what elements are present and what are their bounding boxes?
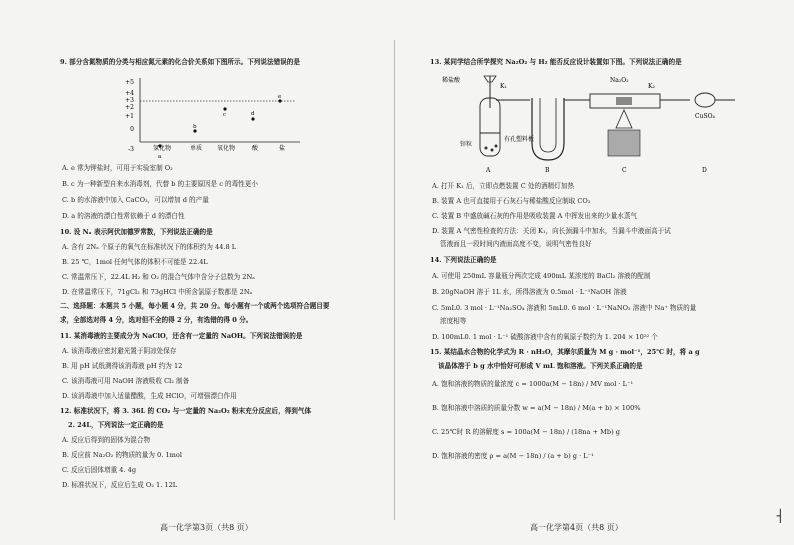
q14-option-c-cont: 浓度相等 — [440, 317, 467, 325]
q12-stem-2: 2. 24L，下列说法一定正确的是 — [68, 421, 164, 429]
q10-option-a: A. 含有 2Nₐ 个原子的氧气在标准状况下的体积约为 44.8 L — [62, 243, 237, 251]
q9-option-d: D. a 的溶液的漂白性常依赖于 d 的漂白性 — [62, 212, 185, 220]
q13-option-d: D. 装置 A 气密性检查的方法：关闭 K₁，向长颈漏斗中加水，当漏斗中液面高于试 — [432, 227, 671, 235]
y-tick: +1 — [125, 113, 134, 120]
svg-text:c: c — [223, 112, 227, 118]
svg-text:D: D — [702, 167, 707, 174]
svg-text:稀盐酸: 稀盐酸 — [442, 77, 461, 84]
q14-option-c: C. 5mL0. 3 mol · L⁻¹Na₂SO₄ 溶液和 5mL0. 6 mol · L⁻¹NaNO₃ 溶液中 Na⁺ 物质的量 — [432, 304, 697, 312]
svg-text:K₁: K₁ — [500, 83, 507, 90]
q14-option-d: D. 100mL0. 1 mol · L⁻¹ 硫酸溶液中含有的氧原子数约为 1. 204 × 10²² 个 — [432, 333, 658, 341]
y-tick: +5 — [125, 79, 134, 86]
q11-option-a: A. 该消毒液应密封避光置于阴凉处保存 — [62, 347, 177, 355]
page-divider — [394, 40, 395, 520]
q15-option-c: C. 25℃时 R 的溶解度 s = 100a(M − 18n) / (18na + Mb) g — [432, 428, 620, 436]
q13-apparatus-diagram — [440, 68, 740, 178]
svg-text:CuSO₄: CuSO₄ — [695, 113, 715, 120]
q10-option-b: B. 25 ℃，1mol 任何气体的体积不可能是 22.4L — [62, 258, 208, 266]
q13-option-a: A. 打开 K₁ 后，立即点燃装置 C 处的酒精灯加热 — [432, 182, 575, 190]
q13-option-b: B. 装置 A 也可直接用于石灰石与稀盐酸反应制取 CO₂ — [432, 197, 591, 205]
q14-option-b: B. 20gNaOH 溶于 1L 水，所得溶液为 0.5mol · L⁻¹NaOH 溶液 — [432, 288, 627, 296]
q15-option-b: B. 饱和溶液中溶质的质量分数 w = a(M − 18n) / M(a + b) × 100% — [432, 404, 641, 412]
svg-text:K₂: K₂ — [648, 83, 655, 90]
q9-option-a: A. e 常为钾盐时，可用于实验室制 O₂ — [62, 164, 173, 172]
svg-text:C: C — [622, 167, 627, 174]
q14-option-a: A. 可使用 250mL 容量瓶分两次完成 490mL 某浓度的 BaCl₂ 溶液的配制 — [432, 272, 651, 280]
q12-option-c: C. 反应后固体增重 4. 4g — [62, 466, 137, 474]
x-tick: 酸 — [251, 145, 259, 152]
q15-stem-1: 15. 某结晶水合物的化学式为 R · nH₂O，其摩尔质量为 M g · mol⁻¹，25℃ 时，将 a g — [430, 348, 700, 356]
x-tick: 盐 — [278, 145, 286, 152]
x-tick: 氢化物 — [152, 145, 172, 152]
svg-text:a: a — [158, 154, 162, 160]
svg-text:有孔塑料板: 有孔塑料板 — [504, 136, 535, 143]
q10-stem: 10. 设 Nₐ 表示阿伏加德罗常数，下列说法正确的是 — [60, 228, 213, 236]
q14-stem: 14. 下列说法正确的是 — [430, 256, 497, 264]
svg-text:B: B — [545, 167, 550, 174]
svg-text:锌粒: 锌粒 — [460, 141, 473, 148]
q13-stem: 13. 某同学结合所学探究 Na₂O₂ 与 H₂ 能否反应设计装置如下图。下列说法正确的是 — [430, 58, 682, 66]
q15-option-d: D. 饱和溶液的密度 ρ = a(M − 18n) / (a + b) g · L⁻¹ — [432, 452, 594, 460]
q12-option-a: A. 反应后得到的固体为混合物 — [62, 436, 151, 444]
q9-valence-chart — [90, 74, 310, 164]
left-page — [0, 0, 390, 545]
svg-text:e: e — [278, 94, 282, 100]
svg-text:A: A — [486, 167, 491, 174]
right-footer: 高一化学第4页（共8 页） — [530, 523, 623, 532]
q9-option-c: C. b 的水溶液中加入 CaCO₃，可以增加 d 的产量 — [62, 196, 209, 204]
q12-option-d: D. 标准状况下，反应后生成 O₂ 1. 12L — [62, 481, 178, 489]
q15-option-a: A. 饱和溶液的物质的量浓度 c = 1000a(M − 18n) / MV mol · L⁻¹ — [432, 380, 634, 388]
q11-option-c: C. 该消毒液可用 NaOH 溶液吸收 Cl₂ 制备 — [62, 377, 190, 385]
x-tick: 单质 — [189, 145, 203, 152]
q12-stem-1: 12. 标准状况下，将 3. 36L 的 CO₂ 与一定量的 Na₂O₂ 粉末充分反应后，得到气体 — [60, 407, 312, 415]
q11-option-d: D. 该消毒液中加入适量醋酸，生成 HClO，可增强漂白作用 — [62, 392, 237, 400]
y-tick: 0 — [130, 126, 134, 133]
y-tick: +2 — [125, 104, 134, 111]
svg-text:b: b — [193, 124, 197, 130]
svg-text:Na₂O₂: Na₂O₂ — [610, 77, 629, 84]
corner-mark: ┤ — [776, 509, 784, 523]
section2-line1: 二、选择题：本题共 5 小题，每小题 4 分，共 20 分。每小题有一个或两个选项符合题目要 — [60, 302, 330, 310]
q15-stem-2: 该晶体溶于 b g 水中恰好可形成 V mL 饱和溶液。下列关系正确的是 — [438, 362, 643, 370]
y-tick: +3 — [125, 97, 134, 104]
q13-option-d-cont: 管液面且一段时间内液面高度不变，说明气密性良好 — [440, 240, 592, 248]
y-tick: +4 — [125, 90, 134, 97]
q9-stem: 9. 部分含氮物质的分类与相应氮元素的化合价关系如下图所示。下列说法错误的是 — [60, 58, 300, 66]
q11-stem: 11. 某消毒液的主要成分为 NaClO，还含有一定量的 NaOH。下列说法错误的是 — [60, 332, 303, 340]
q9-option-b: B. c 为一种新型自来水消毒剂，代替 b 的主要原因是 c 的毒性更小 — [62, 180, 258, 188]
q13-option-c: C. 装置 B 中盛放碱石灰的作用是吸收装置 A 中挥发出来的少量水蒸气 — [432, 212, 638, 220]
q10-option-d: D. 在常温常压下，71gCl₂ 和 73gHCl 中所含氯原子数都是 2Nₐ — [62, 288, 253, 296]
y-tick: -3 — [128, 146, 134, 153]
q11-option-b: B. 用 pH 试纸测得该消毒液 pH 约为 12 — [62, 362, 183, 370]
right-page — [400, 0, 794, 545]
x-tick: 氧化物 — [216, 145, 236, 152]
left-footer: 高一化学第3页（共8 页） — [160, 523, 253, 532]
section2-line2: 求，全部选对得 4 分，选对但不全的得 2 分，有选错的得 0 分。 — [60, 316, 253, 324]
svg-text:d: d — [251, 111, 255, 117]
q12-option-b: B. 反应前 Na₂O₂ 的物质的量为 0. 1mol — [62, 451, 182, 459]
q10-option-c: C. 常温常压下，22.4L H₂ 和 O₂ 的混合气体中含分子总数为 2Nₐ — [62, 273, 255, 281]
